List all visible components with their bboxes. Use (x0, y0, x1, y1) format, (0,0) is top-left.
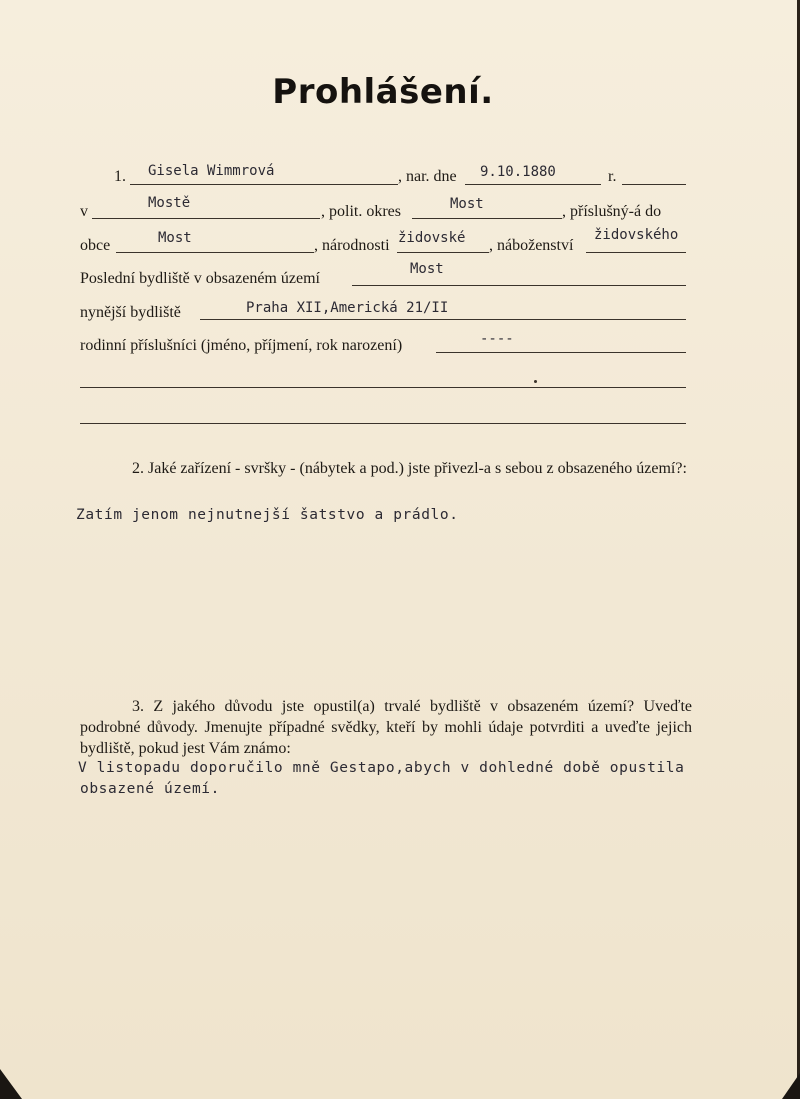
religion-label: , náboženství (489, 237, 574, 254)
name-line (130, 184, 398, 185)
municipality-line (116, 252, 314, 253)
birth-date-label: , nar. dne (398, 168, 457, 185)
district-label: , polit. okres (321, 203, 401, 220)
birth-date-line (465, 184, 601, 185)
belonging-label: , příslušný-á do (562, 203, 662, 220)
current-residence-label: nynější bydliště (80, 304, 181, 321)
answer-3-line-1: V listopadu doporučilo mně Gestapo,abych v dohledné době opustila (78, 760, 685, 776)
last-residence-label: Poslední bydliště v obsazeném území (80, 270, 320, 287)
family-line (436, 352, 686, 353)
last-residence-value: Most (410, 261, 444, 277)
birth-place-value: Mostě (148, 195, 191, 211)
question-2: 2. Jaké zařízení - svršky - (nábytek a pod.) jste přivezl-a s sebou z obsazeného území?: (132, 460, 687, 477)
blank-line (80, 387, 686, 388)
birth-date-value: 9.10.1880 (480, 164, 556, 180)
torn-corner (0, 1069, 22, 1099)
family-value: ---- (480, 331, 514, 347)
torn-corner (782, 1073, 800, 1099)
answer-3-line-2: obsazené území. (80, 781, 220, 797)
current-residence-value: Praha XII,Americká 21/II (246, 300, 449, 316)
birth-place-line (92, 218, 320, 219)
nationality-line (397, 252, 489, 253)
item-number: 1. (114, 168, 126, 185)
blank-line (80, 423, 686, 424)
nationality-value: židovské (398, 230, 466, 246)
municipality-value: Most (158, 230, 192, 246)
page-title: Prohlášení. (272, 72, 494, 112)
municipality-label: obce (80, 237, 111, 254)
family-label: rodinní příslušníci (jméno, příjmení, rok narození) (80, 337, 403, 354)
year-label: r. (608, 168, 617, 185)
place-label: v (80, 203, 88, 220)
ink-dot (534, 380, 537, 383)
answer-2: Zatím jenom nejnutnejší šatstvo a prádlo. (76, 507, 459, 523)
name-value: Gisela Wimmrová (148, 163, 275, 179)
current-residence-line (200, 319, 686, 320)
year-line (622, 184, 686, 185)
last-residence-line (352, 285, 686, 286)
nationality-label: , národnosti (314, 237, 390, 254)
district-value: Most (450, 196, 484, 212)
religion-value: židovského (594, 227, 679, 243)
question-3: 3. Z jakého důvodu jste opustil(a) trvalé bydliště v obsazeném území? Uveďte podrobné důvody. Jmenujte případné svědky, kteří by mohli údaje potvrditi a uveďte jejich bydliště, pokud jest Vám známo: (80, 698, 692, 757)
religion-line (586, 252, 686, 253)
district-line (412, 218, 562, 219)
